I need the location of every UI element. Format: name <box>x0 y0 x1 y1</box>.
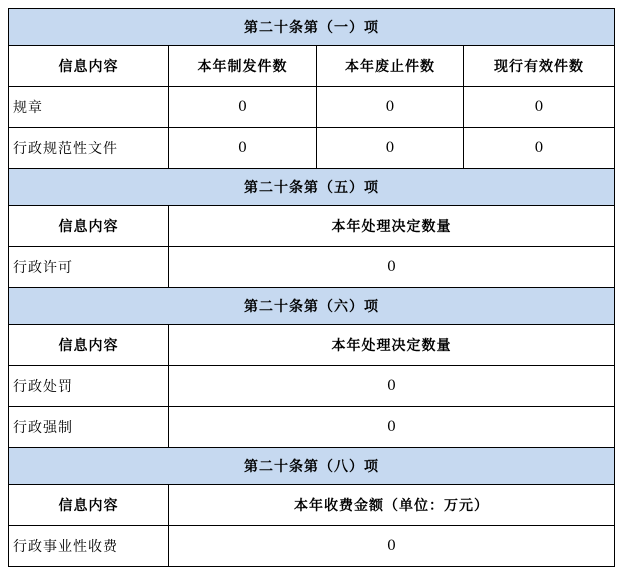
value-normative-abolished: 0 <box>317 128 464 169</box>
row-label-administrative-penalty: 行政处罚 <box>9 366 169 407</box>
value-normative-effective: 0 <box>464 128 615 169</box>
value-administrative-fees: 0 <box>169 526 615 567</box>
value-regulations-issued: 0 <box>169 87 317 128</box>
section-title-item5: 第二十条第（五）项 <box>9 169 615 206</box>
column-header-abolished-count: 本年废止件数 <box>317 46 464 87</box>
data-row-regulations <box>9 87 615 128</box>
data-row-administrative-coercion <box>9 407 615 448</box>
data-row-administrative-fees <box>9 526 615 567</box>
row-label-administrative-licensing: 行政许可 <box>9 247 169 288</box>
column-header-row-item5 <box>9 206 615 247</box>
column-header-fees-amount: 本年收费金额（单位：万元） <box>169 485 615 526</box>
column-header-decisions-count-6: 本年处理决定数量 <box>169 325 615 366</box>
column-header-info-content: 信息内容 <box>9 46 169 87</box>
column-header-row-item8 <box>9 485 615 526</box>
value-administrative-coercion: 0 <box>169 407 615 448</box>
disclosure-statistics-table <box>8 8 615 567</box>
row-label-regulations: 规章 <box>9 87 169 128</box>
column-header-info-content-5: 信息内容 <box>9 206 169 247</box>
column-header-row-item1 <box>9 46 615 87</box>
column-header-effective-count: 现行有效件数 <box>464 46 615 87</box>
column-header-issued-count: 本年制发件数 <box>169 46 317 87</box>
section-title-item8: 第二十条第（八）项 <box>9 448 615 485</box>
section-title-item6: 第二十条第（六）项 <box>9 288 615 325</box>
section-title-item1: 第二十条第（一）项 <box>9 9 615 46</box>
column-header-info-content-8: 信息内容 <box>9 485 169 526</box>
section-title-row-item5 <box>9 169 615 206</box>
column-header-info-content-6: 信息内容 <box>9 325 169 366</box>
row-label-administrative-fees: 行政事业性收费 <box>9 526 169 567</box>
row-label-administrative-coercion: 行政强制 <box>9 407 169 448</box>
value-administrative-licensing: 0 <box>169 247 615 288</box>
data-row-normative-documents <box>9 128 615 169</box>
column-header-row-item6 <box>9 325 615 366</box>
section-title-row-item8 <box>9 448 615 485</box>
value-normative-issued: 0 <box>169 128 317 169</box>
data-row-administrative-licensing <box>9 247 615 288</box>
column-header-decisions-count-5: 本年处理决定数量 <box>169 206 615 247</box>
value-regulations-abolished: 0 <box>317 87 464 128</box>
section-title-row-item6 <box>9 288 615 325</box>
section-title-row-item1 <box>9 9 615 46</box>
value-administrative-penalty: 0 <box>169 366 615 407</box>
value-regulations-effective: 0 <box>464 87 615 128</box>
row-label-normative-documents: 行政规范性文件 <box>9 128 169 169</box>
data-row-administrative-penalty <box>9 366 615 407</box>
